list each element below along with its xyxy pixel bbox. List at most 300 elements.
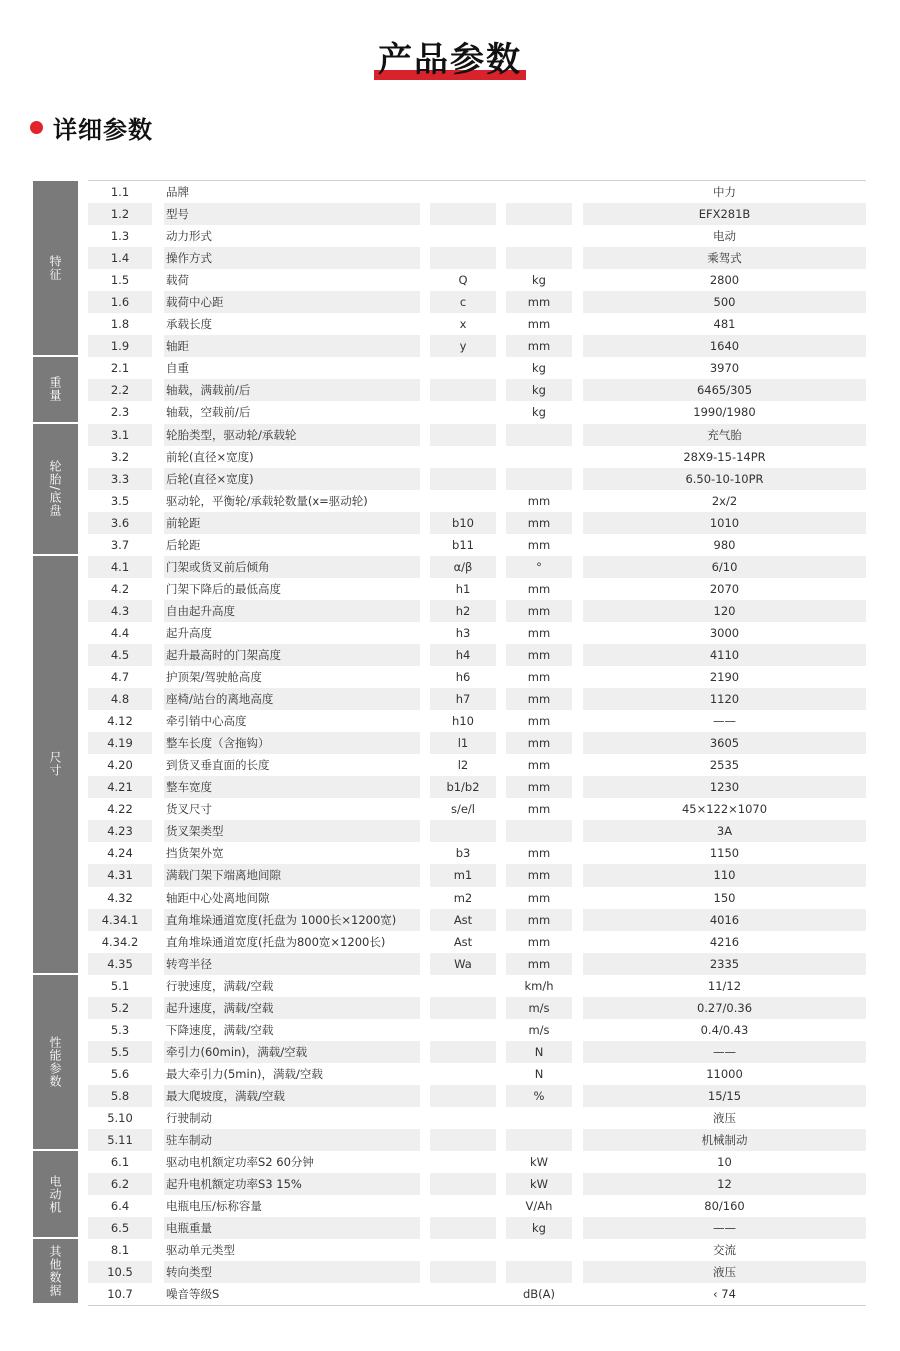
table-row xyxy=(88,732,866,754)
row-name: 电瓶电压/标称容量 xyxy=(166,1199,262,1214)
table-row xyxy=(88,335,866,357)
table-row xyxy=(88,622,866,644)
category-label: 尺寸 xyxy=(48,751,62,778)
row-symbol: b10 xyxy=(430,512,496,534)
category-column xyxy=(33,181,78,1305)
table-row xyxy=(88,225,866,247)
row-name: 驱动轮，平衡轮/承载轮数量(x=驱动轮) xyxy=(166,493,368,508)
row-symbol: b11 xyxy=(452,537,474,552)
category-label: 重量 xyxy=(48,376,62,403)
row-symbol: h6 xyxy=(455,670,471,685)
row-value: 6.50-10-10PR xyxy=(583,468,866,490)
row-number: 4.21 xyxy=(88,776,152,798)
table-row xyxy=(88,1063,866,1085)
row-symbol xyxy=(430,1085,496,1107)
row-unit: kg xyxy=(532,273,546,288)
row-number: 1.8 xyxy=(110,317,130,332)
row-number: 4.22 xyxy=(107,802,133,817)
row-value: 1120 xyxy=(583,688,866,710)
table-row xyxy=(88,1151,866,1173)
table-row xyxy=(88,1239,866,1261)
row-name: 操作方式 xyxy=(164,247,420,269)
row-value: 110 xyxy=(583,864,866,886)
row-name: 牵引力(60min)，满载/空载 xyxy=(164,1041,420,1063)
row-symbol: s/e/l xyxy=(450,802,475,817)
table-row xyxy=(88,820,866,842)
row-name: 轴载，空载前/后 xyxy=(166,405,251,420)
row-name: 驻车制动 xyxy=(164,1129,420,1151)
row-unit xyxy=(506,1239,572,1261)
table-row xyxy=(88,424,866,446)
row-name: 起升速度，满载/空载 xyxy=(164,997,420,1019)
row-number: 4.32 xyxy=(107,890,133,905)
row-value: 中力 xyxy=(713,185,736,200)
row-value: 3A xyxy=(583,820,866,842)
table-row xyxy=(88,975,866,997)
row-number: 4.7 xyxy=(110,670,130,685)
table-row xyxy=(88,534,866,556)
row-unit: kW xyxy=(506,1173,572,1195)
row-number: 3.1 xyxy=(88,424,152,446)
row-name: 前轮距 xyxy=(164,512,420,534)
row-number: 1.1 xyxy=(110,185,130,200)
row-value: 2x/2 xyxy=(711,493,738,508)
row-symbol: m2 xyxy=(453,890,473,905)
row-value: 120 xyxy=(583,600,866,622)
table-row xyxy=(88,181,866,203)
category-label: 性能参数 xyxy=(48,1035,62,1088)
table-row xyxy=(88,247,866,269)
category-block xyxy=(33,424,78,556)
page-title xyxy=(0,40,900,80)
row-value: ‹ 74 xyxy=(713,1287,736,1302)
row-symbol xyxy=(430,1019,496,1041)
row-symbol xyxy=(430,203,496,225)
row-name: 门架下降后的最低高度 xyxy=(166,581,281,596)
row-number: 4.35 xyxy=(88,953,152,975)
row-symbol xyxy=(430,1217,496,1239)
row-symbol xyxy=(430,1173,496,1195)
row-unit: mm xyxy=(527,317,551,332)
table-row xyxy=(88,1261,866,1283)
row-value: 500 xyxy=(583,291,866,313)
category-block xyxy=(33,357,78,423)
category-block xyxy=(33,556,78,975)
table-row xyxy=(88,1129,866,1151)
row-name: 起升最高时的门架高度 xyxy=(164,644,420,666)
row-name: 行驶制动 xyxy=(166,1110,212,1125)
row-value: 充气胎 xyxy=(583,424,866,446)
row-unit xyxy=(506,247,572,269)
row-unit: mm xyxy=(527,493,551,508)
row-number: 4.19 xyxy=(88,732,152,754)
table-row xyxy=(88,1195,866,1217)
row-number: 5.2 xyxy=(88,997,152,1019)
row-number: 5.8 xyxy=(88,1085,152,1107)
row-name: 轴距中心处离地间隙 xyxy=(166,890,270,905)
row-number: 5.5 xyxy=(88,1041,152,1063)
row-number: 4.3 xyxy=(88,600,152,622)
row-symbol: h7 xyxy=(430,688,496,710)
row-unit xyxy=(506,1129,572,1151)
row-number: 4.8 xyxy=(88,688,152,710)
row-value: EFX281B xyxy=(583,203,866,225)
row-symbol: Q xyxy=(458,273,468,288)
row-value: 11/12 xyxy=(707,978,742,993)
row-unit: mm xyxy=(506,776,572,798)
row-value: 1640 xyxy=(583,335,866,357)
row-unit: mm xyxy=(527,846,551,861)
table-row xyxy=(88,269,866,291)
row-number: 5.6 xyxy=(110,1066,130,1081)
row-symbol xyxy=(430,1063,496,1085)
row-name: 下降速度，满载/空载 xyxy=(166,1022,274,1037)
row-value: 3970 xyxy=(709,361,740,376)
table-row xyxy=(88,864,866,886)
row-symbol xyxy=(430,490,496,512)
row-number: 6.1 xyxy=(110,1155,130,1170)
row-number: 8.1 xyxy=(110,1243,130,1258)
row-name: 牵引销中心高度 xyxy=(166,714,247,729)
row-number: 10.5 xyxy=(88,1261,152,1283)
row-symbol: h1 xyxy=(455,581,471,596)
row-value: 10 xyxy=(717,1155,732,1170)
row-name: 起升高度 xyxy=(166,625,212,640)
row-number: 4.31 xyxy=(88,864,152,886)
section-title: 详细参数 xyxy=(53,115,153,144)
row-number: 4.2 xyxy=(110,581,130,596)
row-symbol xyxy=(430,1283,496,1305)
table-row xyxy=(88,776,866,798)
row-unit: mm xyxy=(506,512,572,534)
row-value: 交流 xyxy=(713,1243,736,1258)
table-row xyxy=(88,313,866,335)
row-number: 1.2 xyxy=(88,203,152,225)
row-unit: kg xyxy=(506,379,572,401)
row-unit: mm xyxy=(527,934,551,949)
row-symbol: Ast xyxy=(430,909,496,931)
table-row xyxy=(88,357,866,379)
row-value: 45×122×1070 xyxy=(681,802,768,817)
row-value: 乘驾式 xyxy=(583,247,866,269)
row-unit: mm xyxy=(506,644,572,666)
row-name: 自重 xyxy=(166,361,189,376)
row-number: 3.6 xyxy=(88,512,152,534)
row-symbol xyxy=(430,424,496,446)
row-value: 2190 xyxy=(709,670,740,685)
row-number: 4.12 xyxy=(107,714,133,729)
row-unit: mm xyxy=(527,537,551,552)
table-row xyxy=(88,688,866,710)
row-symbol xyxy=(430,379,496,401)
row-value: 1990/1980 xyxy=(693,405,756,420)
row-number: 3.5 xyxy=(110,493,130,508)
table-row xyxy=(88,600,866,622)
row-value: 150 xyxy=(713,890,736,905)
row-number: 3.2 xyxy=(110,449,130,464)
row-value: 2800 xyxy=(709,273,740,288)
row-symbol xyxy=(430,225,496,247)
table-row xyxy=(88,842,866,864)
row-name: 载荷 xyxy=(166,273,189,288)
row-number: 4.34.2 xyxy=(101,934,139,949)
row-name: 前轮(直径×宽度) xyxy=(166,449,254,464)
row-name: 直角堆垛通道宽度(托盘为 1000长×1200宽) xyxy=(164,909,420,931)
row-number: 2.1 xyxy=(110,361,130,376)
row-unit xyxy=(506,225,572,247)
row-value: 3605 xyxy=(583,732,866,754)
table-row xyxy=(88,291,866,313)
row-name: 型号 xyxy=(164,203,420,225)
table-row xyxy=(88,997,866,1019)
row-symbol xyxy=(430,1041,496,1063)
row-number: 1.6 xyxy=(88,291,152,313)
row-name: 驱动电机额定功率S2 60分钟 xyxy=(166,1155,314,1170)
row-value: 液压 xyxy=(583,1261,866,1283)
row-symbol xyxy=(430,401,496,423)
row-value: 481 xyxy=(713,317,736,332)
row-value: 6/10 xyxy=(583,556,866,578)
row-value: 11000 xyxy=(706,1066,743,1081)
row-value: 2535 xyxy=(709,758,740,773)
row-value: 0.4/0.43 xyxy=(700,1022,749,1037)
row-symbol xyxy=(430,468,496,490)
row-unit: mm xyxy=(527,581,551,596)
row-name: 承载长度 xyxy=(166,317,212,332)
row-symbol: m1 xyxy=(430,864,496,886)
table-row xyxy=(88,953,866,975)
row-number: 2.2 xyxy=(88,379,152,401)
row-name: 到货叉垂直面的长度 xyxy=(166,758,270,773)
row-unit: dB(A) xyxy=(522,1287,556,1302)
table-row xyxy=(88,556,866,578)
table-row xyxy=(88,798,866,820)
row-name: 驱动单元类型 xyxy=(166,1243,235,1258)
row-unit: mm xyxy=(506,600,572,622)
category-label: 轮胎/底盘 xyxy=(48,460,62,518)
row-number: 6.4 xyxy=(110,1199,130,1214)
category-label: 特征 xyxy=(48,255,62,282)
row-symbol xyxy=(430,820,496,842)
row-number: 6.2 xyxy=(88,1173,152,1195)
row-unit: kg xyxy=(532,405,546,420)
row-unit: % xyxy=(506,1085,572,1107)
row-unit: mm xyxy=(527,670,551,685)
row-name: 后轮(直径×宽度) xyxy=(164,468,420,490)
row-unit: km/h xyxy=(524,978,554,993)
table-row xyxy=(88,1019,866,1041)
row-unit: m/s xyxy=(528,1022,550,1037)
row-unit: mm xyxy=(527,758,551,773)
row-symbol: h10 xyxy=(452,714,474,729)
row-value: 3000 xyxy=(709,625,740,640)
category-block xyxy=(33,181,78,357)
row-unit xyxy=(506,446,572,468)
row-name: 载荷中心距 xyxy=(164,291,420,313)
row-symbol: α/β xyxy=(430,556,496,578)
table-row xyxy=(88,379,866,401)
row-symbol: x xyxy=(459,317,467,332)
row-name: 满载门架下端离地间隙 xyxy=(164,864,420,886)
row-name: 轴距 xyxy=(164,335,420,357)
table-row xyxy=(88,710,866,732)
category-block xyxy=(33,975,78,1151)
section-heading xyxy=(30,110,153,144)
row-symbol: h4 xyxy=(430,644,496,666)
spec-table xyxy=(88,180,866,1306)
row-unit: mm xyxy=(506,291,572,313)
table-row xyxy=(88,1107,866,1129)
row-value: 6465/305 xyxy=(583,379,866,401)
row-value: 机械制动 xyxy=(583,1129,866,1151)
row-value: 1010 xyxy=(583,512,866,534)
row-value: 电动 xyxy=(713,229,736,244)
row-symbol xyxy=(430,1151,496,1173)
row-symbol xyxy=(430,1107,496,1129)
row-value: —— xyxy=(583,1217,866,1239)
row-symbol: b3 xyxy=(455,846,471,861)
row-name: 整车宽度 xyxy=(164,776,420,798)
row-unit: mm xyxy=(506,909,572,931)
row-name: 最大牵引力(5min)，满载/空载 xyxy=(166,1066,323,1081)
category-block xyxy=(33,1239,78,1305)
row-name: 直角堆垛通道宽度(托盘为800宽×1200长) xyxy=(166,934,386,949)
row-number: 1.3 xyxy=(110,229,130,244)
row-symbol: b1/b2 xyxy=(430,776,496,798)
row-unit xyxy=(506,468,572,490)
row-value: 15/15 xyxy=(583,1085,866,1107)
row-number: 4.4 xyxy=(110,625,130,640)
row-unit: ° xyxy=(506,556,572,578)
row-name: 最大爬坡度，满载/空载 xyxy=(164,1085,420,1107)
row-name: 噪音等级S xyxy=(166,1287,220,1302)
bullet-dot-icon xyxy=(30,121,43,134)
table-row xyxy=(88,1217,866,1239)
row-value: 12 xyxy=(583,1173,866,1195)
row-name: 自由起升高度 xyxy=(164,600,420,622)
table-row xyxy=(88,909,866,931)
row-symbol: l1 xyxy=(430,732,496,754)
row-value: 28X9-15-14PR xyxy=(683,449,766,464)
row-name: 转弯半径 xyxy=(164,953,420,975)
row-symbol xyxy=(430,446,496,468)
row-value: 2070 xyxy=(709,581,740,596)
row-unit: mm xyxy=(527,625,551,640)
row-unit: kg xyxy=(506,1217,572,1239)
row-number: 4.1 xyxy=(88,556,152,578)
table-row xyxy=(88,401,866,423)
table-row xyxy=(88,887,866,909)
row-unit xyxy=(506,820,572,842)
row-number: 10.7 xyxy=(107,1287,133,1302)
row-symbol xyxy=(430,997,496,1019)
row-unit: mm xyxy=(506,953,572,975)
row-number: 3.7 xyxy=(110,537,130,552)
row-number: 1.4 xyxy=(88,247,152,269)
table-row xyxy=(88,446,866,468)
row-symbol xyxy=(430,1239,496,1261)
row-number: 4.24 xyxy=(107,846,133,861)
row-name: 挡货架外宽 xyxy=(166,846,224,861)
row-value: 4016 xyxy=(583,909,866,931)
row-unit xyxy=(506,203,572,225)
table-row xyxy=(88,1041,866,1063)
row-unit xyxy=(506,1107,572,1129)
row-symbol xyxy=(430,1261,496,1283)
row-value: 4216 xyxy=(709,934,740,949)
row-name: 轴载，满载前/后 xyxy=(164,379,420,401)
row-number: 4.20 xyxy=(107,758,133,773)
row-symbol: c xyxy=(430,291,496,313)
row-symbol xyxy=(430,975,496,997)
row-unit: N xyxy=(506,1041,572,1063)
row-number: 1.5 xyxy=(110,273,130,288)
row-number: 4.23 xyxy=(88,820,152,842)
row-value: 2335 xyxy=(583,953,866,975)
row-name: 行驶速度，满载/空载 xyxy=(166,978,274,993)
row-number: 6.5 xyxy=(88,1217,152,1239)
row-symbol: Wa xyxy=(430,953,496,975)
row-unit: kW xyxy=(529,1155,549,1170)
row-name: 轮胎类型，驱动轮/承载轮 xyxy=(164,424,420,446)
row-number: 4.5 xyxy=(88,644,152,666)
row-value: —— xyxy=(713,714,736,729)
row-symbol xyxy=(430,1129,496,1151)
table-row xyxy=(88,490,866,512)
row-value: 0.27/0.36 xyxy=(583,997,866,1019)
row-symbol: l2 xyxy=(457,758,469,773)
row-number: 5.1 xyxy=(110,978,130,993)
table-row xyxy=(88,578,866,600)
row-value: 980 xyxy=(713,537,736,552)
row-number: 3.3 xyxy=(88,468,152,490)
row-unit: mm xyxy=(527,802,551,817)
row-value: 4110 xyxy=(583,644,866,666)
row-unit: kg xyxy=(532,361,546,376)
table-row xyxy=(88,931,866,953)
row-name: 护顶架/驾驶舱高度 xyxy=(166,670,262,685)
row-unit: mm xyxy=(506,335,572,357)
row-name: 货叉尺寸 xyxy=(166,802,212,817)
row-name: 后轮距 xyxy=(166,537,201,552)
row-unit: mm xyxy=(506,864,572,886)
row-symbol xyxy=(430,357,496,379)
row-number: 5.3 xyxy=(110,1022,130,1037)
row-symbol: y xyxy=(430,335,496,357)
row-value: 1150 xyxy=(709,846,740,861)
table-row xyxy=(88,666,866,688)
row-number: 2.3 xyxy=(110,405,130,420)
row-unit: mm xyxy=(506,732,572,754)
row-value: 80/160 xyxy=(704,1199,745,1214)
row-unit xyxy=(506,424,572,446)
category-label: 电动机 xyxy=(48,1174,62,1214)
row-name: 座椅/站台的离地高度 xyxy=(164,688,420,710)
table-row xyxy=(88,754,866,776)
row-number: 4.34.1 xyxy=(88,909,152,931)
row-unit xyxy=(506,181,572,203)
table-row xyxy=(88,1173,866,1195)
row-number: 1.9 xyxy=(88,335,152,357)
row-value: —— xyxy=(583,1041,866,1063)
row-symbol: h2 xyxy=(430,600,496,622)
row-unit xyxy=(506,1261,572,1283)
row-symbol: Ast xyxy=(453,934,473,949)
category-label: 其他数据 xyxy=(48,1245,62,1298)
row-name: 电瓶重量 xyxy=(164,1217,420,1239)
row-name: 起升电机额定功率S3 15% xyxy=(164,1173,420,1195)
row-name: 品牌 xyxy=(166,185,189,200)
